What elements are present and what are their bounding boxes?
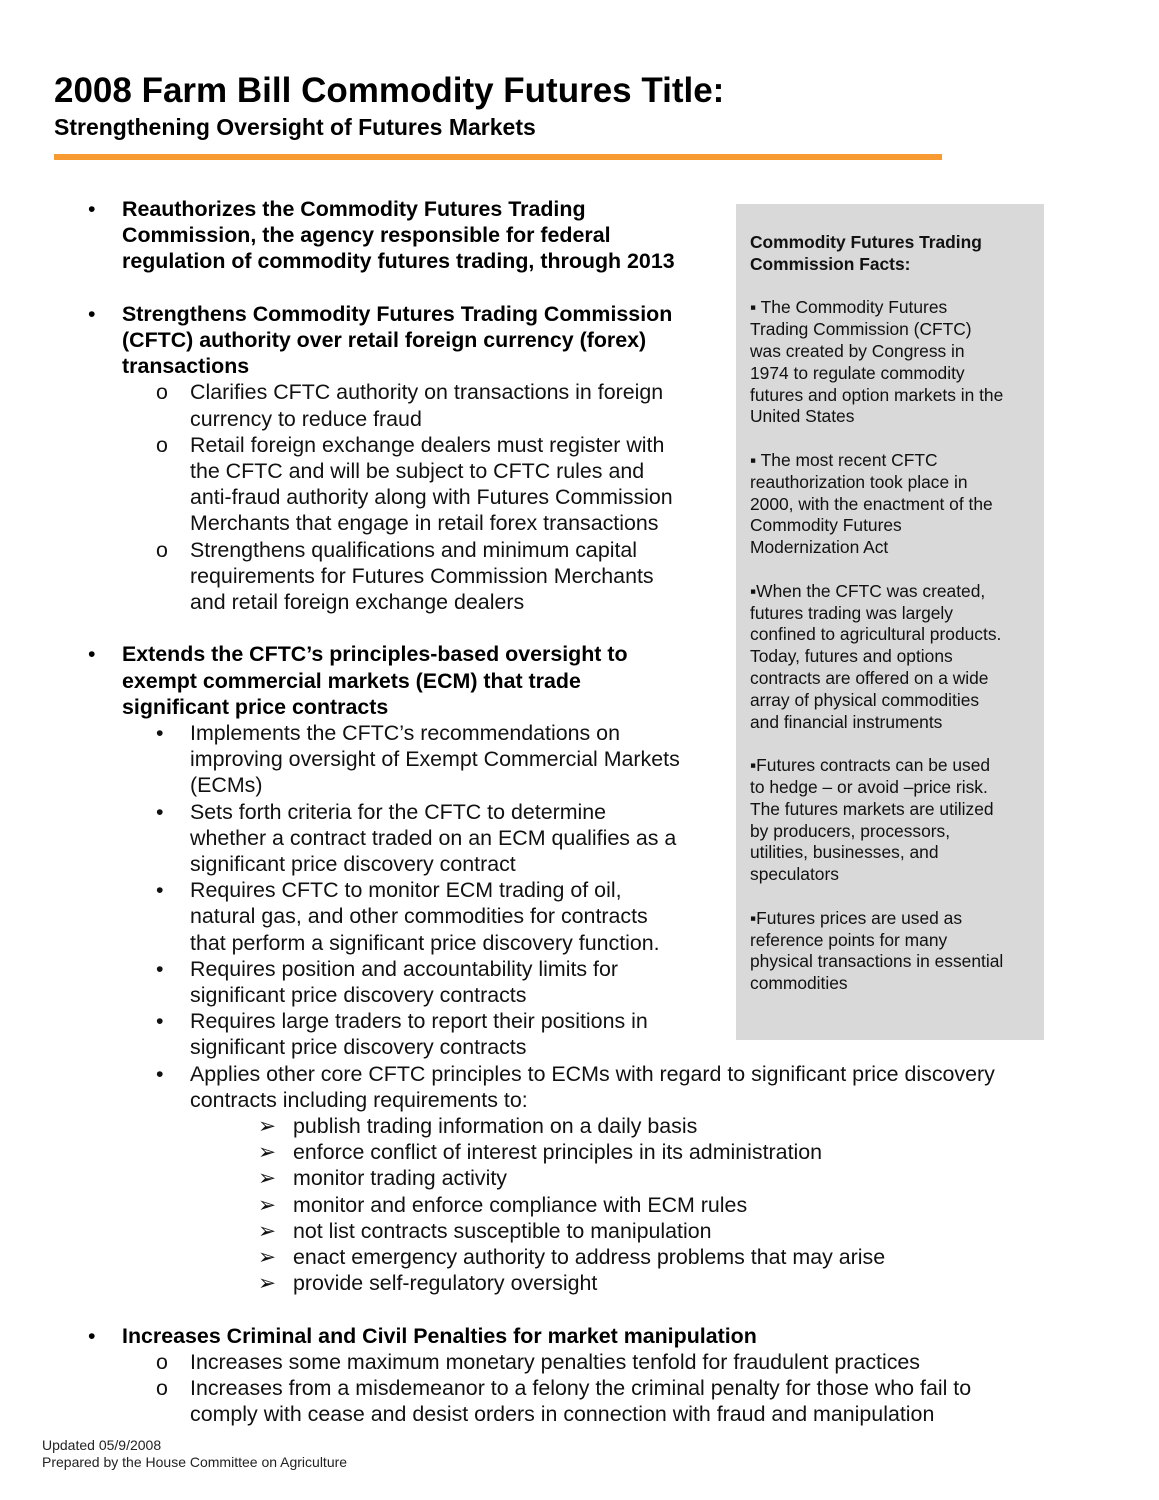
requirement-item — [0, 1165, 1159, 1191]
fact-line: reauthorization took place in — [750, 471, 968, 492]
sub-line: requirements for Futures Commission Merchants — [190, 563, 654, 588]
sub-line: Implements the CFTC’s recommendations on — [190, 721, 620, 746]
sub-item — [0, 1349, 1159, 1375]
fact-line: to hedge – or avoid –price risk. — [750, 776, 988, 797]
orange-divider — [54, 154, 942, 160]
sub-item — [0, 720, 1159, 799]
fact-line: futures and option markets in the — [750, 384, 1004, 405]
arrow-marker: ➢ — [258, 1245, 276, 1270]
fact-line: commodities — [750, 973, 848, 994]
requirement-line: publish trading information on a daily basis — [293, 1114, 698, 1139]
arrow-marker: ➢ — [258, 1192, 276, 1217]
bullet-marker: • — [156, 956, 164, 981]
fact-line: United States — [750, 406, 855, 427]
bullet-line: • Strengthens Commodity Futures Trading Commission — [122, 301, 673, 326]
bullet-penalties — [0, 1323, 1159, 1349]
fact-line: Trading Commission (CFTC) — [750, 319, 972, 340]
bullet-marker: • — [156, 1009, 164, 1034]
sub-line: Applies other core CFTC principles to ECMs with regard to significant price discovery — [190, 1061, 995, 1086]
sub-line: Increases some maximum monetary penalties tenfold for fraudulent practices — [190, 1349, 920, 1374]
requirement-item — [0, 1270, 1159, 1296]
circle-marker: o — [156, 1376, 168, 1401]
sub-item — [0, 877, 1159, 956]
bullet-line: significant price contracts — [122, 694, 389, 719]
fact-line: ▪Futures prices are used as — [750, 907, 963, 928]
sub-line: anti-fraud authority along with Futures Commission — [190, 485, 673, 510]
fact-line: array of physical commodities — [750, 689, 980, 710]
fact-line: speculators — [750, 864, 839, 885]
main-content — [0, 196, 1159, 1428]
bullet-line: (CFTC) authority over retail foreign currency (forex) — [122, 328, 647, 352]
sub-item — [0, 799, 1159, 878]
requirement-item — [0, 1218, 1159, 1244]
sub-line: Merchants that engage in retail forex transactions — [190, 511, 659, 536]
sub-line: Sets forth criteria for the CFTC to determine — [190, 799, 607, 824]
sub-line: significant price discovery contract — [190, 852, 516, 877]
fact-line: 2000, with the enactment of the — [750, 493, 993, 514]
circle-marker: o — [156, 432, 168, 457]
sub-item — [0, 1375, 1159, 1427]
bullet-marker: • — [156, 799, 164, 824]
bullet-ecm-oversight — [0, 641, 1159, 720]
sub-line: significant price discovery contracts — [190, 983, 527, 1008]
requirement-line: monitor trading activity — [293, 1166, 507, 1191]
arrow-marker: ➢ — [258, 1140, 276, 1165]
requirement-line: enforce conflict of interest principles in its administration — [293, 1140, 823, 1165]
sidebar-title-line: Commission Facts: — [750, 253, 911, 274]
fact-line: contracts are offered on a wide — [750, 667, 989, 688]
bullet-marker: • — [156, 721, 164, 746]
sub-item — [0, 432, 1159, 537]
bullet-line: Commission, the agency responsible for federal — [122, 223, 611, 248]
updated-date: Updated 05/9/2008 — [42, 1437, 162, 1453]
circle-marker: o — [156, 380, 168, 405]
sub-line: Increases from a misdemeanor to a felony the criminal penalty for those who fail to — [190, 1376, 972, 1401]
sub-line: Requires large traders to report their positions in — [190, 1009, 648, 1034]
requirement-item — [0, 1192, 1159, 1218]
prepared-by: Prepared by the House Committee on Agriculture — [42, 1454, 348, 1470]
sub-line: the CFTC and will be subject to CFTC rules and — [190, 459, 645, 484]
requirement-line: not list contracts susceptible to manipulation — [293, 1218, 712, 1243]
bullet-marker: • — [156, 1061, 164, 1086]
page-footer — [42, 1437, 347, 1471]
requirement-item — [0, 1244, 1159, 1270]
sub-line: Retail foreign exchange dealers must register with — [190, 432, 665, 457]
circle-marker: o — [156, 1349, 168, 1374]
sub-line: contracts including requirements to: — [190, 1087, 528, 1112]
requirement-item — [0, 1139, 1159, 1165]
sub-item — [0, 1061, 1159, 1113]
sub-item — [0, 956, 1159, 1008]
sub-line: improving oversight of Exempt Commercial Markets — [190, 747, 680, 772]
arrow-marker: ➢ — [258, 1271, 276, 1296]
bullet-marker: • — [156, 878, 164, 903]
sub-line: Requires position and accountability limits for — [190, 956, 619, 981]
fact-line: 1974 to regulate commodity — [750, 362, 965, 383]
bullet-forex-authority — [0, 301, 722, 380]
sub-line: and retail foreign exchange dealers — [190, 590, 525, 615]
arrow-marker: ➢ — [258, 1218, 276, 1243]
bullet-reauthorizes-cftc — [0, 196, 1159, 275]
bullet-line: • Increases Criminal and Civil Penalties for market manipulation — [122, 1323, 757, 1348]
fact-line: and financial instruments — [750, 711, 943, 732]
fact-line: The futures markets are utilized — [750, 798, 994, 819]
fact-line: ▪ The most recent CFTC — [750, 449, 938, 470]
fact-line: confined to agricultural products. — [750, 624, 1002, 645]
sub-item — [0, 379, 1159, 431]
fact-line: utilities, businesses, and — [750, 842, 939, 863]
bullet-line: exempt commercial markets (ECM) that trade — [122, 668, 581, 693]
sub-item — [0, 1008, 1159, 1060]
arrow-marker: ➢ — [258, 1166, 276, 1191]
fact-line: was created by Congress in — [750, 340, 965, 361]
fact-line: Commodity Futures — [750, 515, 902, 536]
sub-line: significant price discovery contracts — [190, 1035, 527, 1060]
requirement-line: provide self-regulatory oversight — [293, 1271, 598, 1296]
bullet-line: regulation of commodity futures trading, through 2013 — [122, 249, 675, 274]
bullet-line: transactions — [122, 354, 250, 379]
bullet-line: • Reauthorizes the Commodity Futures Trading — [122, 197, 586, 221]
arrow-marker: ➢ — [258, 1114, 276, 1139]
fact-line: ▪When the CFTC was created, — [750, 580, 986, 601]
sub-line: (ECMs) — [190, 773, 263, 798]
page-title: 2008 Farm Bill Commodity Futures Title: — [54, 71, 725, 110]
fact-line: by producers, processors, — [750, 820, 951, 841]
sidebar-title-line: Commodity Futures Trading — [750, 232, 982, 252]
fact-line: ▪Futures contracts can be used — [750, 755, 991, 776]
page-subtitle: Strengthening Oversight of Futures Markets — [54, 114, 536, 140]
fact-line: ▪ The Commodity Futures — [750, 297, 948, 318]
fact-line: reference points for many — [750, 929, 948, 950]
sub-item — [0, 537, 1159, 616]
sub-line: natural gas, and other commodities for contracts — [190, 904, 648, 929]
sub-line: currency to reduce fraud — [190, 406, 422, 431]
fact-line: Modernization Act — [750, 537, 889, 558]
sub-line: Clarifies CFTC authority on transactions in foreign — [190, 380, 664, 405]
fact-line: Today, futures and options — [750, 646, 953, 667]
bullet-line: • Extends the CFTC’s principles-based oversight to — [122, 642, 628, 667]
sub-line: whether a contract traded on an ECM qualifies as a — [190, 825, 677, 850]
sub-line: Strengthens qualifications and minimum capital — [190, 537, 638, 562]
fact-line: futures trading was largely — [750, 602, 953, 623]
sub-line: Requires CFTC to monitor ECM trading of oil, — [190, 878, 622, 903]
fact-line: physical transactions in essential — [750, 951, 1004, 972]
requirement-item — [0, 1113, 1159, 1139]
circle-marker: o — [156, 537, 168, 562]
sub-line: comply with cease and desist orders in connection with fraud and manipulation — [190, 1402, 935, 1427]
sub-line: that perform a significant price discovery function. — [190, 930, 660, 955]
requirement-line: monitor and enforce compliance with ECM rules — [293, 1192, 748, 1217]
requirement-line: enact emergency authority to address problems that may arise — [293, 1245, 886, 1270]
